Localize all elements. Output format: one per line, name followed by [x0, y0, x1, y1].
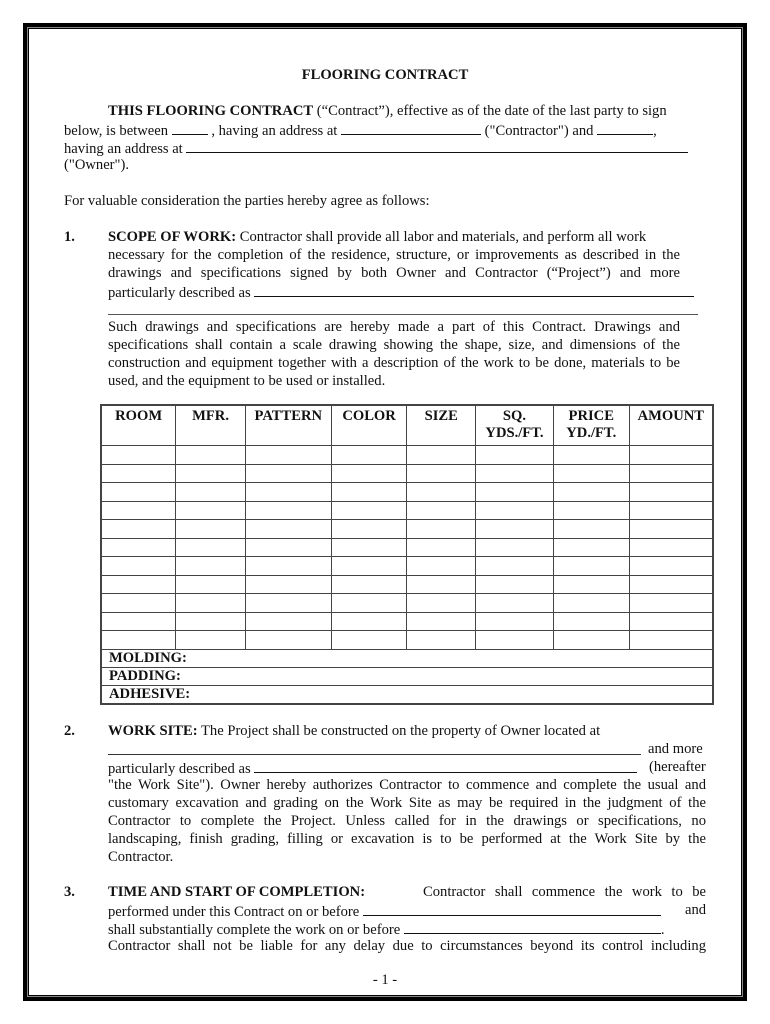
section-1-para2-line-4: used, and the equipment to be used or installed.: [108, 373, 386, 389]
materials-table: [100, 404, 714, 705]
table-cell[interactable]: [407, 464, 476, 483]
section-2-line-5: customary excavation and grading on the Work Site as may be required in the judgment of the: [108, 795, 706, 811]
table-cell[interactable]: [629, 594, 713, 613]
section-1-para2-line-3: construction and equipment together with a description of the work to be done, materials to be: [108, 355, 680, 371]
intro-text: ("Contractor") and: [481, 123, 598, 139]
header-amount: AMOUNT: [629, 405, 713, 446]
header-pattern: PATTERN: [245, 405, 331, 446]
project-description-blank-2[interactable]: [108, 314, 698, 315]
table-cell[interactable]: [476, 483, 554, 502]
table-footer-row: [101, 685, 713, 704]
owner-address-blank[interactable]: [186, 138, 688, 153]
section-3-heading-text: TIME AND START OF COMPLETION:: [108, 884, 366, 900]
document-title: FLOORING CONTRACT: [301, 67, 469, 83]
table-cell[interactable]: [476, 557, 554, 576]
table-cell[interactable]: [176, 594, 246, 613]
intro-line-3: [64, 138, 688, 158]
start-date-blank[interactable]: [363, 901, 661, 916]
section-1-text: particularly described as: [108, 285, 255, 301]
table-cell[interactable]: [553, 446, 629, 465]
intro-line-1-text: (“Contract”), effective as of the date of the last party to sign: [313, 103, 667, 119]
footer-row-label[interactable]: PADDING:: [101, 667, 713, 685]
table-cell[interactable]: [245, 631, 331, 650]
section-1-text: Contractor shall provide all labor and materials, and perform all work: [236, 229, 647, 245]
table-cell[interactable]: [629, 520, 713, 539]
section-2-line-1: [108, 722, 600, 740]
table-cell[interactable]: [176, 631, 246, 650]
section-2-text: particularly described as: [108, 761, 255, 777]
intro-text: ,: [653, 123, 657, 139]
contractor-address-blank[interactable]: [341, 120, 481, 135]
table-cell[interactable]: [476, 501, 554, 520]
section-2-line-8: Contractor.: [108, 849, 174, 865]
section-2-line-4: "the Work Site"). Owner hereby authorizes Contractor to commence and complete the usual and: [108, 777, 706, 793]
table-cell[interactable]: [629, 464, 713, 483]
section-2-text: The Project shall be constructed on the property of Owner located at: [197, 723, 601, 739]
table-cell[interactable]: [476, 520, 554, 539]
table-cell[interactable]: [101, 612, 176, 631]
table-cell[interactable]: [407, 538, 476, 557]
table-footer-row: [101, 649, 713, 667]
section-2-line-6: Contractor to complete the Project. Unless called for in the drawings or specifications, no: [108, 813, 706, 829]
table-cell[interactable]: [476, 594, 554, 613]
project-description-blank[interactable]: [254, 282, 694, 297]
table-cell[interactable]: [407, 631, 476, 650]
header-size: SIZE: [407, 405, 476, 446]
table-cell[interactable]: [245, 446, 331, 465]
section-2-hereafter: (hereafter: [649, 759, 706, 775]
footer-row-label[interactable]: ADHESIVE:: [101, 685, 713, 704]
section-2-and-more: and more: [648, 741, 703, 757]
table-cell[interactable]: [629, 557, 713, 576]
table-row: [101, 631, 713, 650]
section-1-para2-line-2: specifications shall contain a scale drawing showing the shape, size, and dimensions of the: [108, 337, 680, 353]
table-cell[interactable]: [101, 464, 176, 483]
section-2-heading: WORK SITE:: [108, 723, 198, 739]
table-cell[interactable]: [476, 464, 554, 483]
table-cell[interactable]: [407, 557, 476, 576]
table-cell[interactable]: [553, 631, 629, 650]
table-cell[interactable]: [101, 594, 176, 613]
header-mfr: MFR.: [176, 405, 246, 446]
section-3-line-4: Contractor shall not be liable for any delay due to circumstances beyond its control including: [108, 938, 706, 954]
header-sq-yds-ft: SQ. YDS./FT.: [476, 405, 554, 446]
table-cell[interactable]: [629, 501, 713, 520]
table-cell[interactable]: [245, 575, 331, 594]
table-cell[interactable]: [476, 538, 554, 557]
table-cell[interactable]: [629, 446, 713, 465]
table-body: [101, 446, 713, 704]
table-cell[interactable]: [331, 501, 407, 520]
intro-line-2: [64, 120, 657, 140]
table-cell[interactable]: [101, 538, 176, 557]
table-cell[interactable]: [476, 612, 554, 631]
table-cell[interactable]: [176, 520, 246, 539]
table-cell[interactable]: [629, 612, 713, 631]
section-3-text: performed under this Contract on or before: [108, 904, 363, 920]
table-cell[interactable]: [176, 501, 246, 520]
table-cell[interactable]: [476, 631, 554, 650]
table-row: [101, 483, 713, 502]
table-cell[interactable]: [553, 483, 629, 502]
table-cell[interactable]: [101, 631, 176, 650]
table-cell[interactable]: [553, 557, 629, 576]
table-cell[interactable]: [407, 594, 476, 613]
table-row: [101, 538, 713, 557]
table-cell[interactable]: [331, 483, 407, 502]
owner-name-blank[interactable]: [597, 120, 653, 135]
table-cell[interactable]: [476, 575, 554, 594]
header-room: ROOM: [101, 405, 176, 446]
section-3-text: .: [660, 922, 665, 938]
table-cell[interactable]: [629, 483, 713, 502]
section-3-heading: [108, 883, 365, 901]
table-row: [101, 464, 713, 483]
table-row: [101, 612, 713, 631]
table-cell[interactable]: [407, 520, 476, 539]
table-cell[interactable]: [101, 446, 176, 465]
section-1-heading: SCOPE OF WORK:: [108, 229, 237, 245]
intro-text: , having an address at: [207, 123, 342, 139]
table-footer-row: [101, 667, 713, 685]
table-cell[interactable]: [101, 557, 176, 576]
page-number: - 1 -: [372, 972, 398, 988]
table-cell[interactable]: [331, 446, 407, 465]
table-cell[interactable]: [629, 538, 713, 557]
section-1-para2-line-1: Such drawings and specifications are hereby made a part of this Contract. Drawings and: [108, 319, 680, 335]
table-cell[interactable]: [101, 483, 176, 502]
intro-text: having an address at: [64, 141, 187, 157]
table-cell[interactable]: [176, 612, 246, 631]
table-cell[interactable]: [245, 557, 331, 576]
table-header-row: [101, 405, 713, 446]
table-cell[interactable]: [629, 575, 713, 594]
table-cell[interactable]: [176, 538, 246, 557]
table-cell[interactable]: [176, 483, 246, 502]
table-cell[interactable]: [553, 520, 629, 539]
table-cell[interactable]: [331, 612, 407, 631]
intro-text: below, is between: [64, 123, 172, 139]
table-cell[interactable]: [331, 575, 407, 594]
table-cell[interactable]: [553, 538, 629, 557]
table-cell[interactable]: [331, 631, 407, 650]
section-1-number: 1.: [64, 229, 75, 245]
section-1-line-3: drawings and specifications signed by both Owner and Contractor (“Project”) and more: [108, 265, 680, 281]
contractor-name-blank[interactable]: [172, 120, 208, 135]
table-cell[interactable]: [245, 464, 331, 483]
completion-date-blank[interactable]: [404, 919, 661, 934]
table-row: [101, 594, 713, 613]
table-cell[interactable]: [245, 538, 331, 557]
table-cell[interactable]: [245, 594, 331, 613]
table-cell[interactable]: [331, 538, 407, 557]
table-cell[interactable]: [407, 483, 476, 502]
table-cell[interactable]: [553, 575, 629, 594]
table-cell[interactable]: [407, 612, 476, 631]
header-color: COLOR: [331, 405, 407, 446]
work-site-location-blank[interactable]: [108, 754, 641, 755]
table-cell[interactable]: [101, 501, 176, 520]
table-cell[interactable]: [407, 575, 476, 594]
section-3-and: and: [685, 902, 707, 918]
table-cell[interactable]: [553, 464, 629, 483]
table-row: [101, 557, 713, 576]
table-cell[interactable]: [553, 501, 629, 520]
table-cell[interactable]: [629, 631, 713, 650]
table-cell[interactable]: [101, 520, 176, 539]
footer-row-label[interactable]: MOLDING:: [101, 649, 713, 667]
work-site-description-blank[interactable]: [254, 758, 637, 773]
intro-bold-lead: THIS FLOORING CONTRACT: [108, 103, 314, 119]
table-cell[interactable]: [176, 575, 246, 594]
section-2-line-7: landscaping, finish grading, filling or excavation is to be performed at the Work Site by the: [108, 831, 706, 847]
table-cell[interactable]: [553, 612, 629, 631]
table-cell[interactable]: [245, 483, 331, 502]
table-cell[interactable]: [176, 557, 246, 576]
table-cell[interactable]: [331, 557, 407, 576]
table-cell[interactable]: [476, 446, 554, 465]
table-cell[interactable]: [407, 501, 476, 520]
section-1-line-4: [108, 282, 694, 302]
table-cell[interactable]: [245, 612, 331, 631]
section-2-number: 2.: [64, 723, 75, 739]
table-cell[interactable]: [331, 464, 407, 483]
table-row: [101, 575, 713, 594]
table-cell[interactable]: [407, 446, 476, 465]
section-3-number: 3.: [64, 884, 75, 900]
table-cell[interactable]: [245, 520, 331, 539]
consideration-text: For valuable consideration the parties hereby agree as follows:: [64, 193, 430, 209]
section-2-line-3: [108, 758, 637, 778]
table-cell[interactable]: [245, 501, 331, 520]
section-3-line-3: [108, 919, 665, 939]
table-row: [101, 520, 713, 539]
table-row: [101, 501, 713, 520]
table-cell[interactable]: [553, 594, 629, 613]
table-cell[interactable]: [176, 446, 246, 465]
header-price-yd-ft: PRICE YD./FT.: [553, 405, 629, 446]
section-1-line-1: [108, 228, 646, 246]
table-cell[interactable]: [101, 575, 176, 594]
table-cell[interactable]: [176, 464, 246, 483]
intro-line-1: [108, 102, 667, 120]
table-cell[interactable]: [331, 520, 407, 539]
section-3-line-2: [108, 901, 661, 921]
section-3-text: shall substantially complete the work on or before: [108, 922, 404, 938]
table-cell[interactable]: [331, 594, 407, 613]
table-row: [101, 446, 713, 465]
section-3-line-1: Contractor shall commence the work to be: [423, 884, 706, 900]
section-1-line-2: necessary for the completion of the residence, structure, or improvements as described in the: [108, 247, 680, 263]
intro-line-4: ("Owner").: [64, 157, 129, 173]
